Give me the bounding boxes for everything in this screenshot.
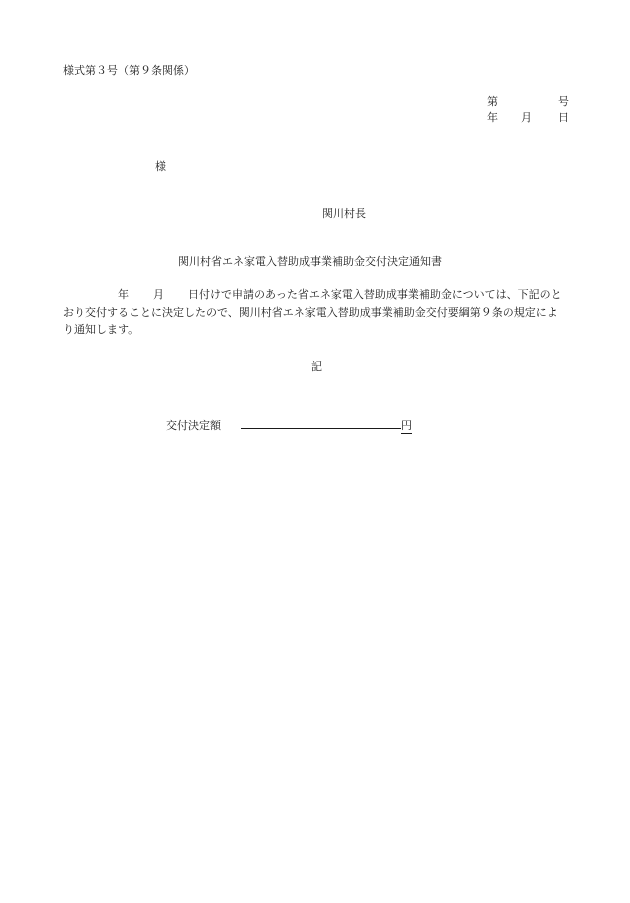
issue-date-year: 年 bbox=[487, 111, 498, 124]
form-number-label: 様式第３号（第９条関係） bbox=[63, 64, 195, 77]
body-line-2: おり交付することに決定したので、関川村省エネ家電入替助成事業補助金交付要綱第９条の規定によ bbox=[63, 305, 558, 319]
grant-amount-label: 交付決定額 bbox=[166, 419, 221, 432]
body-line-1 bbox=[63, 286, 569, 304]
issuer-name: 関川村長 bbox=[322, 207, 366, 220]
issue-date-day: 日 bbox=[558, 111, 569, 124]
issue-number-prefix: 第 bbox=[487, 95, 498, 108]
grant-amount-unit: 円 bbox=[401, 419, 412, 432]
ki-heading: 記 bbox=[311, 360, 322, 373]
body-line-3: り通知します。 bbox=[63, 323, 140, 336]
issue-number-suffix: 号 bbox=[558, 95, 569, 108]
addressee-honorific: 様 bbox=[155, 160, 166, 173]
grant-amount-blank bbox=[241, 416, 401, 429]
body-month: 月 bbox=[153, 288, 164, 301]
document-title: 関川村省エネ家電入替助成事業補助金交付決定通知書 bbox=[178, 255, 442, 268]
issue-date-month: 月 bbox=[521, 111, 532, 124]
notice-body bbox=[63, 286, 569, 339]
grant-amount-row bbox=[166, 416, 412, 434]
body-line-1-text: 日付けで申請のあった省エネ家電入替助成事業補助金については、下記のと bbox=[188, 288, 562, 301]
body-year: 年 bbox=[118, 288, 129, 301]
